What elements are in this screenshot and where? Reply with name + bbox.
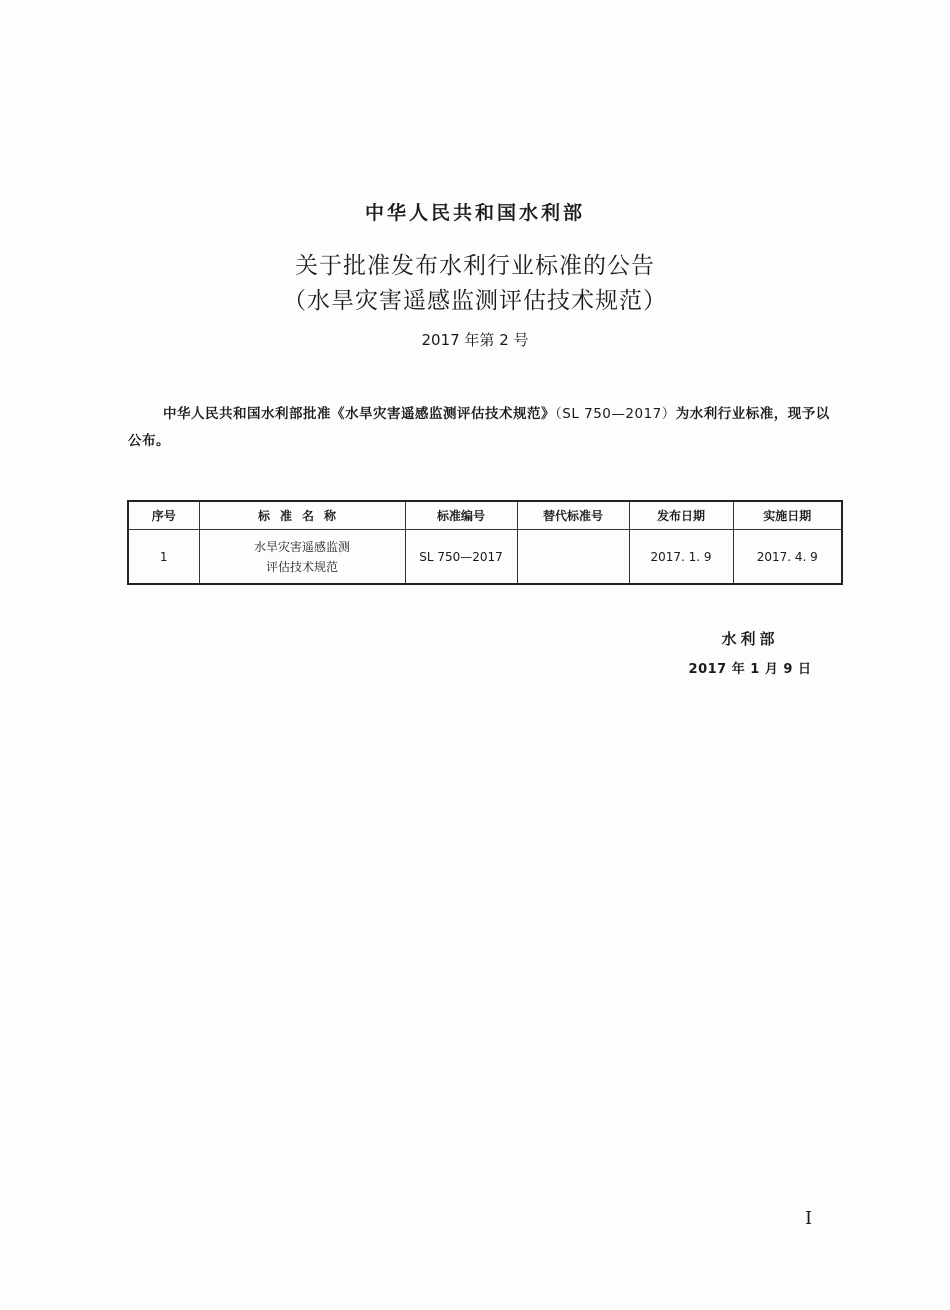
header-effective-date: 实施日期 xyxy=(733,501,842,530)
cell-effective-date: 2017. 4. 9 xyxy=(733,530,842,585)
header-index: 序号 xyxy=(128,501,199,530)
header-standard-name: 标准名称 xyxy=(199,501,405,530)
cell-standard-code: SL 750—2017 xyxy=(405,530,517,585)
announcement-body xyxy=(128,401,843,455)
table-header-row xyxy=(128,501,842,530)
header-standard-code: 标准编号 xyxy=(405,501,517,530)
cell-publish-date: 2017. 1. 9 xyxy=(629,530,733,585)
announcement-subtitle: （水旱灾害遥感监测评估技术规范） xyxy=(283,288,667,314)
cell-index: 1 xyxy=(128,530,199,585)
standards-table xyxy=(127,500,843,585)
standard-name-line2: 评估技术规范 xyxy=(265,559,338,574)
table-row xyxy=(128,530,842,585)
header-publish-date: 发布日期 xyxy=(629,501,733,530)
standard-code-inline: （SL 750—2017） xyxy=(555,406,676,422)
page-number: I xyxy=(805,1208,813,1229)
sign-date: 2017 年 1 月 9 日 xyxy=(688,662,812,677)
body-text-part2: 为水利行业标准，现予以公布。 xyxy=(128,406,830,449)
standard-name-line1: 水旱灾害遥感监测 xyxy=(253,539,350,554)
document-number: 2017 年第 2 号 xyxy=(421,331,529,349)
signer: 水利部 xyxy=(721,630,779,648)
cell-replaced-code xyxy=(517,530,629,585)
announcement-title: 关于批准发布水利行业标准的公告 xyxy=(295,253,655,279)
header-replaced-code: 替代标准号 xyxy=(517,501,629,530)
body-text-part1: 中华人民共和国水利部批准《水旱灾害遥感监测评估技术规范》 xyxy=(163,406,555,422)
issuing-ministry: 中华人民共和国水利部 xyxy=(364,202,585,224)
cell-standard-name xyxy=(199,530,405,585)
